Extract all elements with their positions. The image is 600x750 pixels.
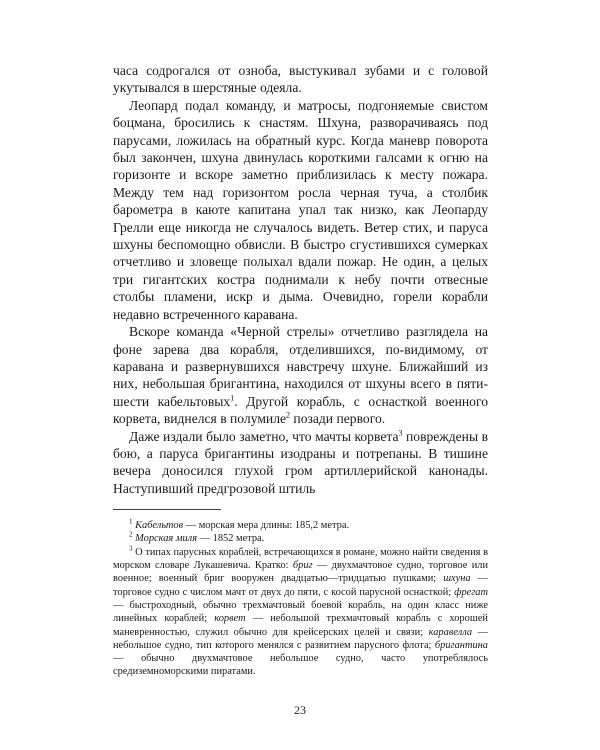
footnote-1-term: Кабельтов	[135, 520, 184, 532]
paragraph-1: часа содрогался от озноба, выстукивал зубами и с головой укутывался в шерстяные одеяла.	[113, 63, 488, 96]
main-text	[113, 62, 488, 497]
footnote-3-text-b: — двухмачтовое судно, торговое или военное; военный бриг вооружен двадцатью—тридцатью пушками;	[113, 560, 489, 585]
paragraph-3-part-a: Вскоре команда «Черной стрелы» отчетливо разглядела на фоне зарева два корабля, отделившихся, по-видимому, от каравана и развернувшихся навстречу шхуне. Ближайший из них, небольшая бригантина, находился от шхуны всего в пяти-шести кабельтовых	[113, 324, 488, 409]
footnote-ref-1[interactable]: 1	[230, 393, 235, 403]
footnote-3-term-brigantine: бригантина	[434, 639, 488, 651]
paragraph-3	[113, 323, 488, 427]
paragraph-2: Леопард подал команду, и матросы, подгоняемые свистом боцмана, бросились к снастям. Шхуна, разворачиваясь под парусами, ложилась на обратный курс. Когда маневр поворота был закончен, шхуна двинулась короткими галсами к огню на горизонте и вскоре заметно приблизилась к месту пожара. Между тем над горизонтом росла черная туча, а столбик барометра в каюте капитана упал так низко, как Леопарду Грелли еще никогда не случалось видеть. Ветер стих, и паруса шхуны беспомощно обвисли. В быстро сгустившихся сумерках отчетливо и зловеще полыхал вдали пожар. Не один, а целых три гигантских костра поднимали к небу почти отвесные столбы пламени, искр и дыма. Очевидно, горели корабли недавно встреченного каравана.	[113, 97, 488, 322]
footnotes	[113, 519, 488, 679]
page-number: 23	[294, 703, 306, 717]
footnote-2-text: — 1852 метра.	[197, 533, 265, 545]
paragraph-4	[113, 428, 488, 498]
footnote-3-term-schooner: шхуна	[443, 573, 471, 585]
footnote-3-text-g: — обычно двухмачтовое небольшое судно, часто употреблялось средиземноморскими пиратами.	[113, 653, 488, 678]
paragraph-3-part-b: . Другой корабль, с оснасткой военного корвета, виднелся в полумиле	[113, 393, 489, 427]
footnote-ref-2[interactable]: 2	[286, 410, 291, 420]
footnote-3-term-frigate: фрегат	[454, 586, 488, 598]
footnote-3-text-e: — небольшой трехмачтовый корабль с хорошей маневренностью, служил обычно для крейсерских целей и связи;	[113, 613, 488, 638]
footnote-2-term: Морская миля	[135, 533, 198, 545]
footnote-3-text-a: О типах парусных кораблей, встречающихся в романе, можно найти сведения в морском словаре Лукашевича. Кратко:	[113, 546, 488, 572]
footnote-3-number: 3	[129, 544, 133, 553]
footnote-3-text-d: — быстроходный, обычно трехмачтовый боевой корабль, на один класс ниже линейных кораблей;	[113, 599, 488, 625]
footnote-3-text-c: — торговое судно с числом мачт от двух до пяти, с косой парусной оснасткой;	[113, 573, 488, 598]
footnote-1-number: 1	[129, 517, 133, 526]
footnote-ref-3[interactable]: 3	[398, 428, 403, 437]
footnote-1	[113, 519, 488, 532]
footnote-divider	[113, 509, 221, 510]
footnote-1-text: — морская мера длины: 185,2 метра.	[183, 520, 350, 532]
page-content	[113, 62, 488, 679]
footnote-3-text-f: — небольшое судно, тип которого менялся с развитием парусного флота;	[113, 626, 488, 651]
footnote-2	[113, 532, 488, 545]
paragraph-4-part-b: повреждены в бою, а паруса бригантины изодраны и потрепаны. В тишине вечера доносился глухой гром артиллерийской канонады. Наступивший предгрозовой штиль	[113, 428, 488, 496]
footnote-3-term-brig: бриг	[292, 560, 313, 572]
footnote-3-term-caravel: каравелла	[428, 626, 473, 638]
paragraph-4-part-a: Даже издали было заметно, что мачты корвета	[129, 428, 399, 444]
paragraph-3-part-c: позади первого.	[290, 411, 386, 427]
footnote-2-number: 2	[129, 530, 133, 539]
footnote-3	[113, 546, 488, 679]
footnote-3-term-corvette: корвет	[214, 613, 246, 625]
